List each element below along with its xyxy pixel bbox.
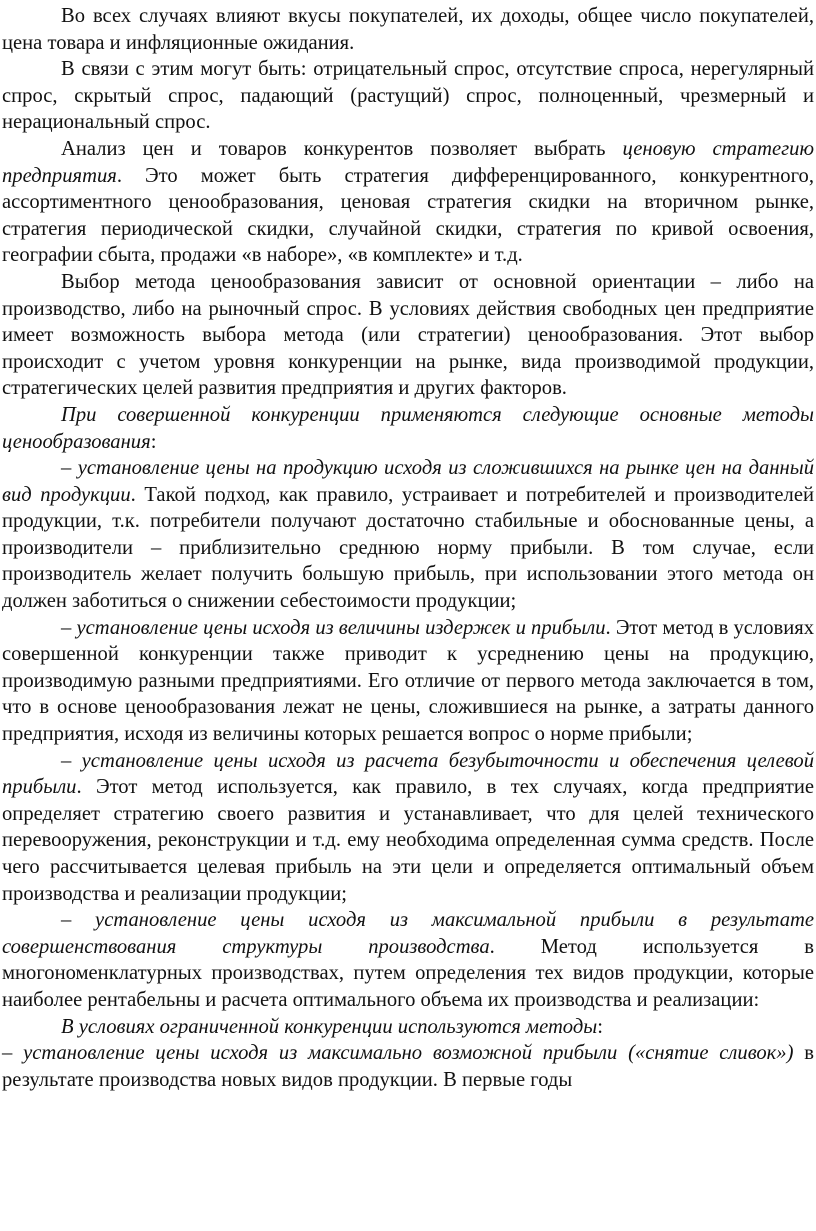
paragraph-text: Выбор метода ценообразования зависит от основной ориентации – либо на производство, либо на рыночный спрос. В условиях действия свободных цен предприятие имеет возможность выбора метода (или стратегии) ценообразования. Этот выбор происходит с учетом уровня конкуренции на рынке, вида производимой продукции, стратегических целей развития предприятия и других факторов. [2,270,814,400]
paragraph-5-perfect-competition-heading [2,402,814,455]
paragraph-1 [2,3,814,56]
paragraph-11-method-skimming [2,1040,814,1093]
paragraph-2 [2,56,814,136]
italic-method-title: – установление цены исходя из величины издержек и прибыли [61,616,606,639]
italic-term-pricing-strategy: ценовую стратегию предприятия [2,137,814,187]
paragraph-7-method-costs-profit [2,615,814,748]
paragraph-4 [2,269,814,402]
italic-method-title: – установление цены исходя из максимальной прибыли в результате совершенствования структуры производства [2,909,814,958]
paragraph-9-method-max-profit-structure [2,907,814,1013]
paragraph-text: : [150,430,157,453]
paragraph-10-limited-competition-heading [2,1014,814,1041]
italic-method-title: – установление цены на продукцию исходя из сложившихся на рынке цен на данный вид продукции [2,457,814,506]
paragraph-3 [2,136,814,269]
paragraph-8-method-breakeven [2,748,814,908]
paragraph-text: В связи с этим могут быть: отрицательный спрос, отсутствие спроса, нерегулярный спрос, скрытый спрос, падающий (растущий) спрос, полноценный, чрезмерный и нерациональный спрос. [2,58,814,134]
paragraph-text: в результате производства новых видов продукции. В первые годы [2,1042,815,1091]
paragraph-text: . Метод используется в многономенклатурных производствах, путем определения тех видов продукции, которые наиболее рентабельны и расчета оптимального объема их производства и реализации: [2,935,814,1011]
paragraph-text: . Такой подход, как правило, устраивает и потребителей и производителей продукции, т.к. потребители получают достаточно стабильные и обоснованные цены, а производители – приблизительно среднюю норму прибыли. В том случае, если производитель желает получить большую прибыль, при использовании этого метода он должен заботиться о снижении себестоимости продукции; [2,483,814,613]
paragraph-text: : [597,1015,603,1038]
paragraph-text: . Этот метод используется, как правило, в тех случаях, когда предприятие определяет стратегию своего развития и устанавливает, что для целей технического перевооружения, реконструкции и т.д. ему необходима определенная сумма средств. После чего рассчитывается целевая прибыль на эти цели и определяется оптимальный объем производства и реализации продукции; [2,776,814,905]
italic-heading-text: При совершенной конкуренции применяются следующие основные методы ценообразования [2,403,814,453]
paragraph-6-method-market-prices [2,455,814,615]
paragraph-text: Во всех случаях влияют вкусы покупателей, их доходы, общее число покупателей, цена товара и инфляционные ожидания. [2,5,814,54]
italic-method-title: – установление цены исходя из максимально возможной прибыли («снятие сливок») [2,1042,794,1065]
italic-heading-text: В условиях ограниченной конкуренции используются методы [61,1015,598,1038]
paragraph-text: . Это может быть стратегия дифференцированного, конкурентного, ассортиментного ценообразования, ценовая стратегия скидки на вторичном рынке, стратегия периодической скидки, случайной скидки, стратегия по кривой освоения, географии сбыта, продажи «в наборе», «в комплекте» и т.д. [2,164,814,267]
italic-method-title: – установление цены исходя из расчета безубыточности и обеспечения целевой прибыли [2,749,814,799]
paragraph-text: Анализ цен и товаров конкурентов позволяет выбрать [61,137,623,160]
paragraph-text: . Этот метод в условиях совершенной конкуренции также приводит к усреднению цены на продукцию, производимую разными предприятиями. Его отличие от первого метода заключается в том, что в основе ценообразования лежат не цены, сложившиеся на рынке, а затраты данного предприятия, исходя из величины которых решается вопрос о норме прибыли; [2,616,814,746]
